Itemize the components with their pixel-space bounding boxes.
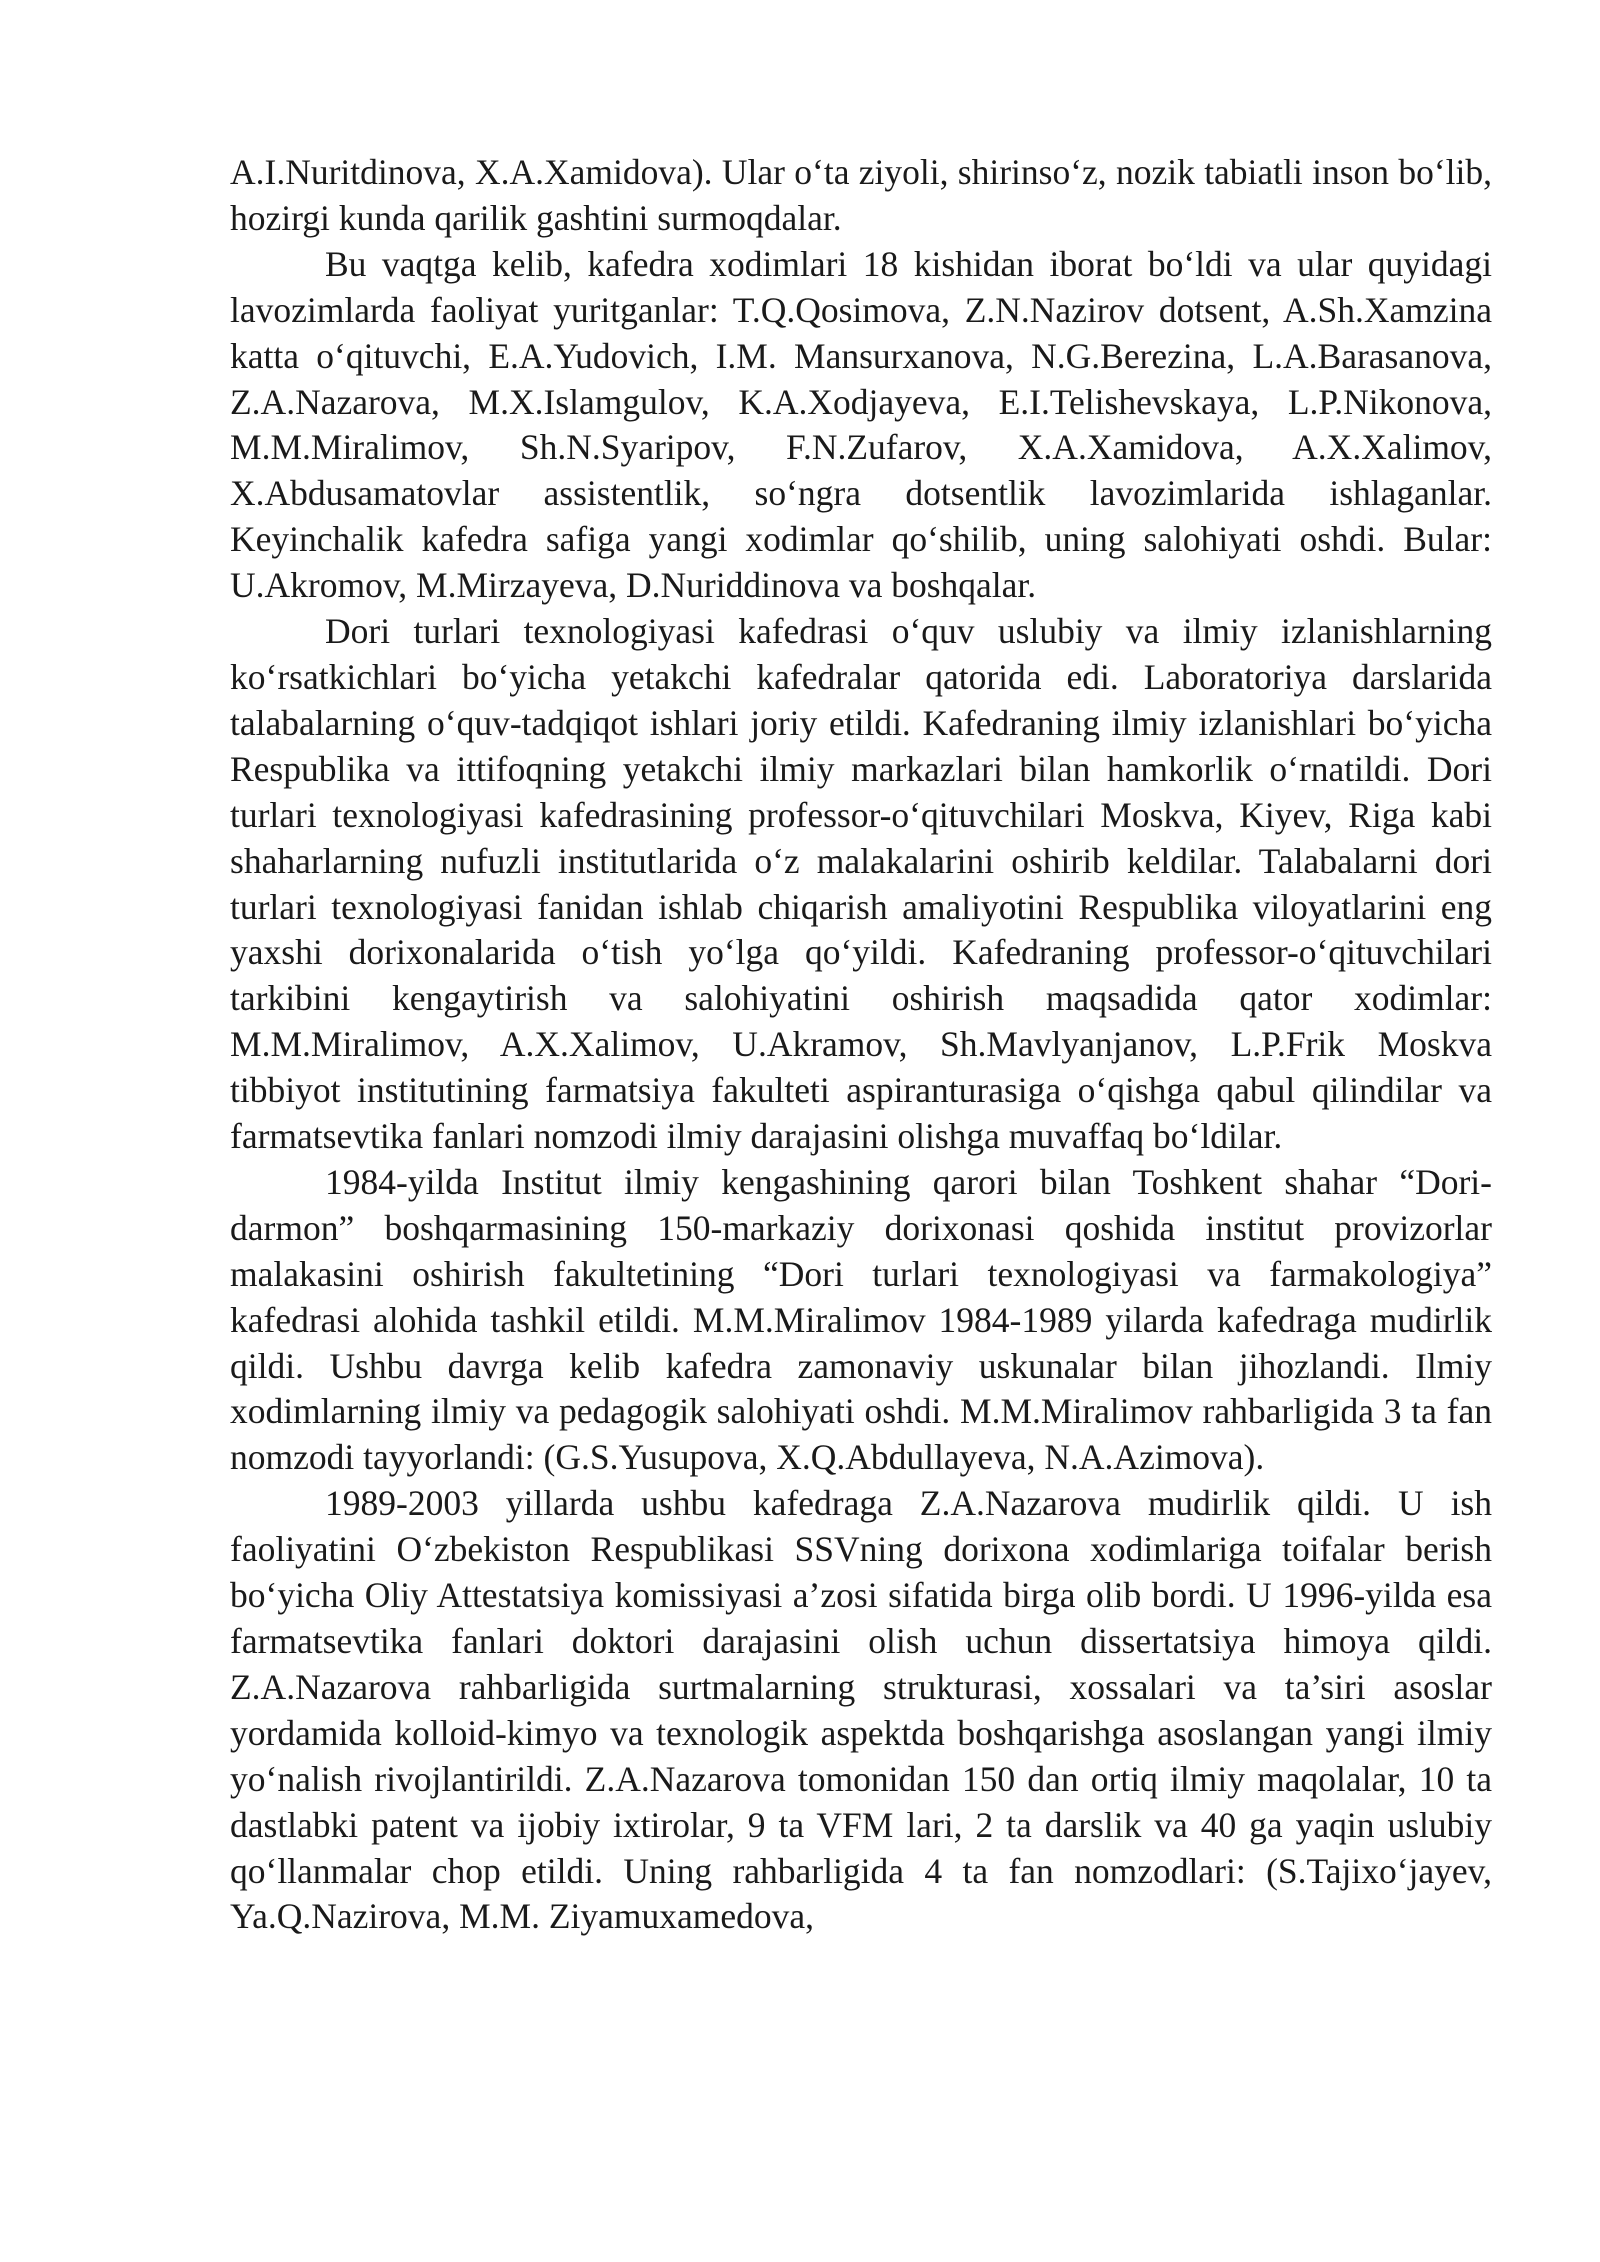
paragraph-1: A.I.Nuritdinova, X.A.Xamidova). Ular o‘ta ziyoli, shirinso‘z, nozik tabiatli inson bo‘lib, hozirgi kunda qarilik gashtini surmoqdalar.: [230, 152, 1492, 238]
document-body: [230, 150, 1492, 1940]
paragraph-3: Dori turlari texnologiyasi kafedrasi o‘quv uslubiy va ilmiy izlanishlarning ko‘rsatkichlari bo‘yicha yetakchi kafedralar qatorida edi. Laboratoriya darslarida talabalarning o‘quv-tadqiqot ishlari joriy etildi. Kafedraning ilmiy izlanishlari bo‘yicha Respublika va ittifoqning yetakchi ilmiy markazlari bilan hamkorlik o‘rnatildi. Dori turlari texnologiyasi kafedrasining professor-o‘qituvchilari Moskva, Kiyev, Riga kabi shaharlarning nufuzli institutlarida o‘z malakalarini oshirib keldilar. Talabalarni dori turlari texnologiyasi fanidan ishlab chiqarish amaliyotini Respublika viloyatlarini eng yaxshi dorixonalarida o‘tish yo‘lga qo‘yildi. Kafedraning professor-o‘qituvchilari tarkibini kengaytirish va salohiyatini oshirish maqsadida qator xodimlar: M.M.Miralimov, A.X.Xalimov, U.Akramov, Sh.Mavlyanjanov, L.P.Frik Moskva tibbiyot institutining farmatsiya fakulteti aspiranturasiga o‘qishga qabul qilindilar va farmatsevtika fanlari nomzodi ilmiy darajasini olishga muvaffaq bo‘ldilar.: [230, 611, 1492, 1157]
paragraph-5: 1989-2003 yillarda ushbu kafedraga Z.A.Nazarova mudirlik qildi. U ish faoliyatini O‘zbekiston Respublikasi SSVning dorixona xodimlariga toifalar berish bo‘yicha Oliy Attestatsiya komissiyasi a’zosi sifatida birga olib bordi. U 1996-yilda esa farmatsevtika fanlari doktori darajasini olish uchun dissertatsiya himoya qildi. Z.A.Nazarova rahbarligida surtmalarning strukturasi, xossalari va ta’siri asoslar yordamida kolloid-kimyo va texnologik aspektda boshqarishga asoslangan yangi ilmiy yo‘nalish rivojlantirildi. Z.A.Nazarova tomonidan 150 dan ortiq ilmiy maqolalar, 10 ta dastlabki patent va ijobiy ixtirolar, 9 ta VFM lari, 2 ta darslik va 40 ga yaqin uslubiy qo‘llanmalar chop etildi. Uning rahbarligida 4 ta fan nomzodlari: (S.Tajixo‘jayev, Ya.Q.Nazirova, M.M. Ziyamuxamedova,: [230, 1483, 1492, 1937]
paragraph-4: 1984-yilda Institut ilmiy kengashining qarori bilan Toshkent shahar “Dori-darmon” boshqarmasining 150-markaziy dorixonasi qoshida institut provizorlar malakasini oshirish fakultetining “Dori turlari texnologiyasi va farmakologiya” kafedrasi alohida tashkil etildi. M.M.Miralimov 1984-1989 yilarda kafedraga mudirlik qildi. Ushbu davrga kelib kafedra zamonaviy uskunalar bilan jihozlandi. Ilmiy xodimlarning ilmiy va pedagogik salohiyati oshdi. M.M.Miralimov rahbarligida 3 ta fan nomzodi tayyorlandi: (G.S.Yusupova, X.Q.Abdullayeva, N.A.Azimova).: [230, 1161, 1492, 1478]
paragraph-2: Bu vaqtga kelib, kafedra xodimlari 18 kishidan iborat bo‘ldi va ular quyidagi lavozimlarda faoliyat yuritganlar: T.Q.Qosimova, Z.N.Nazirov dotsent, A.Sh.Xamzina katta o‘qituvchi, E.A.Yudovich, I.M. Mansurxanova, N.G.Berezina, L.A.Barasanova, Z.A.Nazarova, M.X.Islamgulov, K.A.Xodjayeva, E.I.Telishevskaya, L.P.Nikonova, M.M.Miralimov, Sh.N.Syaripov, F.N.Zufarov, X.A.Xamidova, A.X.Xalimov, X.Abdusamatovlar assistentlik, so‘ngra dotsentlik lavozimlarida ishlaganlar. Keyinchalik kafedra safiga yangi xodimlar qo‘shilib, uning salohiyati oshdi. Bular: U.Akromov, M.Mirzayeva, D.Nuriddinova va boshqalar.: [230, 243, 1492, 606]
